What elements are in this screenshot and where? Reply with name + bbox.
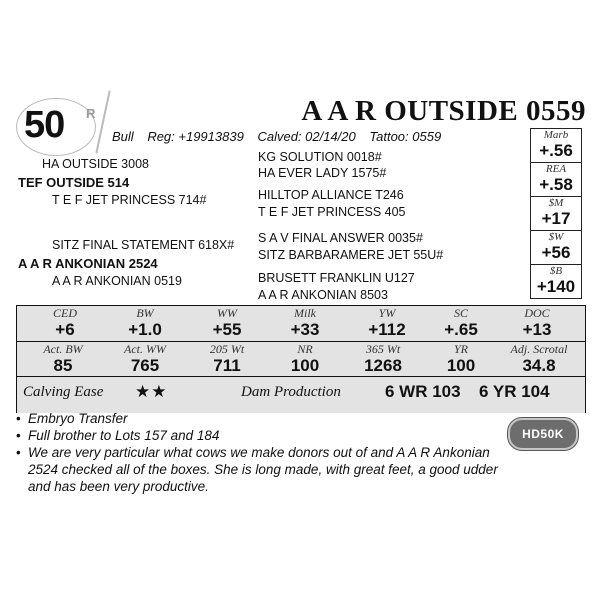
epd-label: $B <box>549 265 563 277</box>
actual-cell-nr <box>265 342 345 376</box>
animal-sex: Bull <box>112 129 134 144</box>
dam-production-wr: 6 WR 103 <box>385 382 461 401</box>
epd-value: +56 <box>541 243 571 262</box>
actual-cell-value: 85 <box>53 356 73 375</box>
dam-production-label: Dam Production <box>241 384 341 400</box>
animal-registration: Reg: +19913839 <box>147 129 244 144</box>
animal-tattoo: Tattoo: 0559 <box>369 129 442 144</box>
animal-name: A A R OUTSIDE 0559 <box>301 95 586 127</box>
actual-cell-scrotal <box>495 342 583 376</box>
epd-cell-value: +13 <box>522 320 552 339</box>
epd-label: $M <box>548 197 564 209</box>
pedigree-ext-4: T E F JET PRINCESS 405 <box>258 205 406 219</box>
epd-value: +.56 <box>539 141 573 160</box>
epd-box-dollar-b <box>530 264 582 299</box>
epd-table <box>16 305 586 413</box>
actual-cell-label: Act. BW <box>43 342 83 356</box>
epd-cell-ww <box>187 306 267 340</box>
epd-cell-label: CED <box>53 306 77 320</box>
calving-ease-label: Calving Ease <box>23 384 104 400</box>
epd-value: +17 <box>541 209 571 228</box>
epd-label: REA <box>545 163 567 175</box>
actual-cell-value: 1268 <box>364 356 402 375</box>
note-item: • Full brother to Lots 157 and 184 <box>16 427 500 444</box>
lot-notes <box>16 410 500 495</box>
actual-cell-205wt <box>187 342 267 376</box>
pedigree-dam: A A R ANKONIAN 2524 <box>18 256 158 271</box>
epd-label: $W <box>548 231 564 243</box>
epd-value: +.58 <box>539 175 573 194</box>
epd-cell-value: +55 <box>212 320 242 339</box>
note-item: • We are very particular what cows we make donors out of and A A R Ankonian 2524 checked all of the boxes. She is long made, with great feet, a good udder and has been very productive. <box>16 444 500 495</box>
epd-cell-label: YW <box>378 306 396 320</box>
actual-cell-label: NR <box>297 342 313 356</box>
epd-box-marb <box>530 128 582 162</box>
actual-cell-label: YR <box>453 342 468 356</box>
epd-cell-label: Milk <box>294 306 316 320</box>
epd-cell-label: BW <box>136 306 154 320</box>
lot-number: 50 <box>24 104 65 146</box>
pedigree-ext-8: A A R ANKONIAN 8503 <box>258 288 388 302</box>
epd-cell-value: +6 <box>55 320 75 339</box>
actual-cell-label: 365 Wt <box>365 342 401 356</box>
actual-cell-value: 711 <box>213 356 241 375</box>
dam-production-yr: 6 YR 104 <box>479 382 550 401</box>
actual-cell-value: 100 <box>446 356 476 375</box>
epd-cell-label: SC <box>453 306 468 320</box>
epd-cell-doc <box>495 306 579 340</box>
pedigree-sire: TEF OUTSIDE 514 <box>18 175 130 190</box>
lot-badge <box>14 92 104 158</box>
epd-cell-value: +.65 <box>444 320 478 339</box>
pedigree-ext-1: KG SOLUTION 0018# <box>258 150 382 164</box>
actual-row <box>17 341 585 377</box>
actual-cell-bw <box>23 342 103 376</box>
actual-cell-365wt <box>339 342 427 376</box>
animal-calved-date: Calved: 02/14/20 <box>257 129 356 144</box>
actual-cell-label: Act. WW <box>124 342 166 356</box>
epd-cell-value: +33 <box>290 320 320 339</box>
carcass-index-column <box>530 128 582 299</box>
actual-cell-value: 765 <box>130 356 160 375</box>
pedigree-ext-5: S A V FINAL ANSWER 0035# <box>258 231 423 245</box>
actual-cell-value: 34.8 <box>522 356 556 375</box>
epd-cell-value: +1.0 <box>128 320 162 339</box>
epd-cell-bw <box>105 306 185 340</box>
epd-label: Marb <box>543 129 569 141</box>
calving-ease-stars-icon: ★★ <box>135 382 168 401</box>
actual-cell-yr <box>421 342 501 376</box>
epd-box-dollar-w <box>530 230 582 264</box>
pedigree-sire-sire: HA OUTSIDE 3008 <box>42 157 149 171</box>
epd-cell-sc <box>421 306 501 340</box>
epd-cell-ced <box>29 306 101 340</box>
actual-cell-ww <box>103 342 187 376</box>
actual-cell-value: 100 <box>290 356 320 375</box>
lot-stroke-decoration <box>95 90 110 153</box>
epd-box-rea <box>530 162 582 196</box>
epd-box-dollar-m <box>530 196 582 230</box>
pedigree-dam-sire: SITZ FINAL STATEMENT 618X# <box>52 238 235 252</box>
epd-cell-label: WW <box>217 306 237 320</box>
pedigree-ext-2: HA EVER LADY 1575# <box>258 166 387 180</box>
epd-cell-value: +112 <box>368 320 406 339</box>
lot-suffix: R <box>86 106 96 121</box>
epd-row <box>17 306 585 341</box>
pedigree-dam-dam: A A R ANKONIAN 0519 <box>52 274 182 288</box>
actual-cell-label: Adj. Scrotal <box>510 342 568 356</box>
ease-production-row <box>17 376 585 413</box>
epd-cell-yw <box>347 306 427 340</box>
epd-value: +140 <box>536 277 576 296</box>
animal-info-line <box>112 129 451 144</box>
pedigree-sire-dam: T E F JET PRINCESS 714# <box>52 193 207 207</box>
pedigree-ext-3: HILLTOP ALLIANCE T246 <box>258 188 404 202</box>
pedigree-ext-7: BRUSETT FRANKLIN U127 <box>258 271 415 285</box>
epd-cell-label: DOC <box>524 306 550 320</box>
epd-cell-milk <box>265 306 345 340</box>
hd50k-badge-icon: HD50K <box>508 418 578 450</box>
pedigree-ext-6: SITZ BARBARAMERE JET 55U# <box>258 248 444 262</box>
actual-cell-label: 205 Wt <box>209 342 245 356</box>
note-item: • Embryo Transfer <box>16 410 500 427</box>
